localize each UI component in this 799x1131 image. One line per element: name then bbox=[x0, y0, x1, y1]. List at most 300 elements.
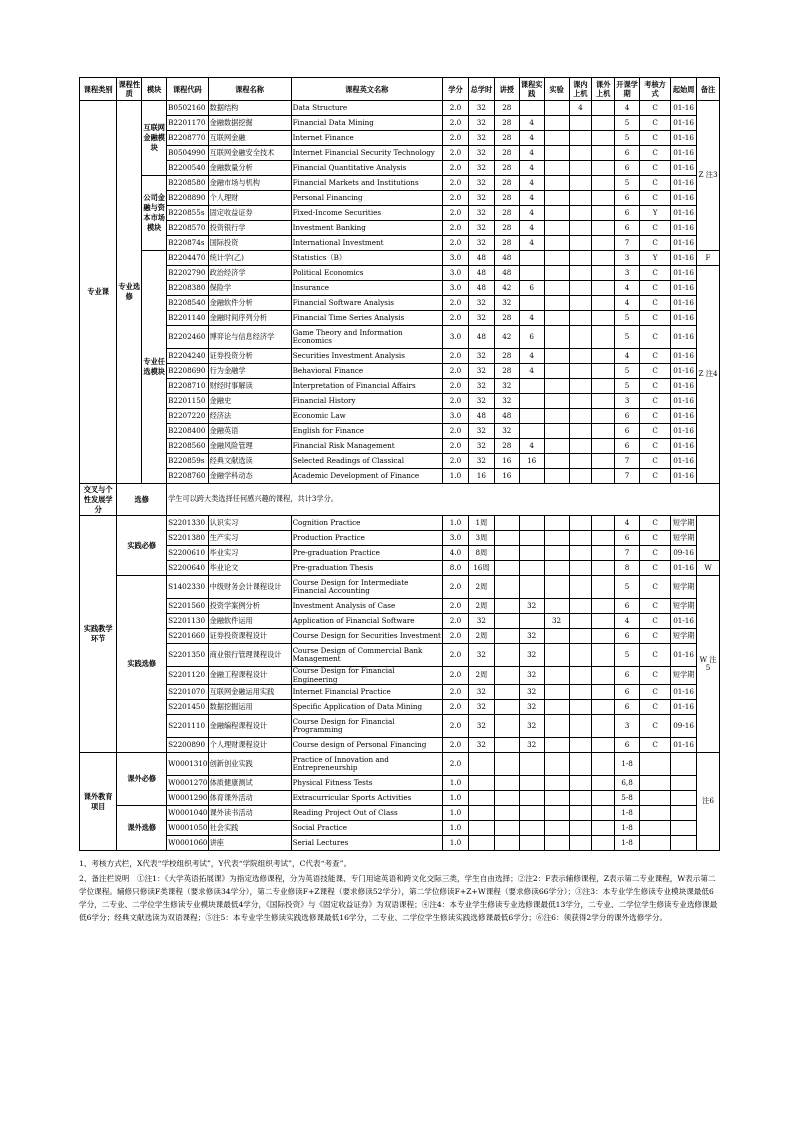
cell-week: 01-16 bbox=[671, 101, 697, 116]
cell-prac bbox=[519, 424, 544, 439]
cell-sem: 5 bbox=[615, 176, 640, 191]
table-row bbox=[80, 176, 720, 191]
cell-exp bbox=[544, 206, 569, 221]
cell-en: Financial Quantitative Analysis bbox=[291, 161, 442, 176]
cell-week: 01-16 bbox=[671, 326, 697, 349]
cell-out bbox=[592, 644, 615, 667]
cell-en: Financial Risk Management bbox=[291, 439, 442, 454]
cell-in bbox=[569, 266, 592, 281]
cell-lect: 28 bbox=[494, 311, 519, 326]
cell-exp bbox=[544, 791, 569, 806]
cell-prac bbox=[519, 531, 544, 546]
cell-name: 统计学(乙) bbox=[208, 251, 291, 266]
cell-code: B2201170 bbox=[167, 116, 208, 131]
group-category-cross: 交叉与个性发展学分 bbox=[80, 484, 117, 516]
cell-code: B220859s bbox=[167, 454, 208, 469]
table-row bbox=[80, 146, 720, 161]
cell-sem: 4 bbox=[615, 101, 640, 116]
cell-credit: 2.0 bbox=[443, 101, 469, 116]
cell-credit: 2.0 bbox=[443, 614, 469, 629]
cell-credit: 2.0 bbox=[443, 131, 469, 146]
cell-prac bbox=[519, 296, 544, 311]
cell-exp bbox=[544, 116, 569, 131]
cell-out bbox=[592, 776, 615, 791]
cell-prac: 32 bbox=[519, 599, 544, 614]
cell-en: Course Design for Securities Investment bbox=[291, 629, 442, 644]
cell-week: 01-16 bbox=[671, 146, 697, 161]
cell-prac: 4 bbox=[519, 221, 544, 236]
table-row bbox=[80, 614, 720, 629]
cell-credit: 2.0 bbox=[443, 206, 469, 221]
cell-week: 01-16 bbox=[671, 176, 697, 191]
cell-exp bbox=[544, 753, 569, 776]
cell-hours: 48 bbox=[468, 326, 494, 349]
cell-out bbox=[592, 379, 615, 394]
cell-hours: 48 bbox=[468, 266, 494, 281]
cell-exp bbox=[544, 221, 569, 236]
cell-sem: 7 bbox=[615, 469, 640, 484]
table-row bbox=[80, 424, 720, 439]
cell-exp bbox=[544, 161, 569, 176]
cell-prac bbox=[519, 101, 544, 116]
cell-exam: C bbox=[640, 644, 671, 667]
cell-name: 毕业论文 bbox=[208, 561, 291, 576]
cell-lect: 32 bbox=[494, 296, 519, 311]
cell-en: Cognition Practice bbox=[291, 516, 442, 531]
cell-lect bbox=[494, 821, 519, 836]
cell-lect: 16 bbox=[494, 454, 519, 469]
cell-lect bbox=[494, 776, 519, 791]
cell-code: B2204240 bbox=[167, 349, 208, 364]
cell-name: 金融工程课程设计 bbox=[208, 667, 291, 685]
cell-prac: 6 bbox=[519, 326, 544, 349]
cell-sem: 7 bbox=[615, 454, 640, 469]
table-row bbox=[80, 281, 720, 296]
cell-week: 01-16 bbox=[671, 191, 697, 206]
cell-in bbox=[569, 131, 592, 146]
cell-sem: 4 bbox=[615, 296, 640, 311]
table-row bbox=[80, 236, 720, 251]
cell-name: 金融软件分析 bbox=[208, 296, 291, 311]
cell-prac: 4 bbox=[519, 116, 544, 131]
cell-hours: 3周 bbox=[468, 531, 494, 546]
cell-exp bbox=[544, 836, 569, 851]
cell-code: B2208710 bbox=[167, 379, 208, 394]
cell-code: S2201660 bbox=[167, 629, 208, 644]
cell-name: 经济法 bbox=[208, 409, 291, 424]
cell-hours: 32 bbox=[468, 424, 494, 439]
cell-en: Data Structure bbox=[291, 101, 442, 116]
cell-sem: 3 bbox=[615, 715, 640, 738]
table-row bbox=[80, 738, 720, 753]
cell-exam: C bbox=[640, 454, 671, 469]
cell-hours bbox=[468, 791, 494, 806]
cell-week: 短学期 bbox=[671, 629, 697, 644]
cell-out bbox=[592, 409, 615, 424]
cell-sem: 4 bbox=[615, 614, 640, 629]
cell-credit: 2.0 bbox=[443, 146, 469, 161]
cell-hours: 48 bbox=[468, 409, 494, 424]
cell-en: Pre-graduation Practice bbox=[291, 546, 442, 561]
cell-sem: 6 bbox=[615, 409, 640, 424]
cell-prac: 4 bbox=[519, 349, 544, 364]
cell-lect: 28 bbox=[494, 439, 519, 454]
cell-code: S2200610 bbox=[167, 546, 208, 561]
cell-week: 01-16 bbox=[671, 394, 697, 409]
cell-name: 金融数据挖掘 bbox=[208, 116, 291, 131]
cell-hours bbox=[468, 776, 494, 791]
cell-hours: 2周 bbox=[468, 629, 494, 644]
cell-out bbox=[592, 753, 615, 776]
cell-exp bbox=[544, 738, 569, 753]
cell-exam: C bbox=[640, 191, 671, 206]
cell-prac bbox=[519, 614, 544, 629]
cell-out bbox=[592, 629, 615, 644]
cell-week: 09-16 bbox=[671, 546, 697, 561]
table-row bbox=[80, 379, 720, 394]
group-category-major: 专业课 bbox=[80, 101, 117, 484]
cell-code: B2202790 bbox=[167, 266, 208, 281]
cell-exp bbox=[544, 266, 569, 281]
cell-hours: 48 bbox=[468, 281, 494, 296]
cell-exp: 32 bbox=[544, 614, 569, 629]
cell-exam: C bbox=[640, 531, 671, 546]
cell-en: Social Practice bbox=[291, 821, 442, 836]
cell-credit: 2.0 bbox=[443, 576, 469, 599]
remark-w: W bbox=[697, 561, 720, 576]
cell-credit: 2.0 bbox=[443, 454, 469, 469]
cell-prac: 4 bbox=[519, 311, 544, 326]
cell-credit: 2.0 bbox=[443, 685, 469, 700]
cell-credit: 2.0 bbox=[443, 667, 469, 685]
cell-week: 01-16 bbox=[671, 266, 697, 281]
remark-6: 注6 bbox=[697, 753, 720, 851]
cell-exp bbox=[544, 644, 569, 667]
table-row bbox=[80, 667, 720, 685]
cell-hours: 48 bbox=[468, 251, 494, 266]
cell-exam bbox=[640, 753, 671, 776]
cell-exam bbox=[640, 791, 671, 806]
cell-exam: C bbox=[640, 715, 671, 738]
cell-prac: 4 bbox=[519, 176, 544, 191]
cell-exp bbox=[544, 131, 569, 146]
cell-out bbox=[592, 614, 615, 629]
curriculum-table bbox=[79, 77, 720, 851]
cell-hours: 2周 bbox=[468, 576, 494, 599]
cell-sem: 1-8 bbox=[615, 836, 640, 851]
cell-en: Course design of Personal Financing bbox=[291, 738, 442, 753]
cell-out bbox=[592, 206, 615, 221]
cell-credit: 2.0 bbox=[443, 161, 469, 176]
cell-lect: 16 bbox=[494, 469, 519, 484]
cell-hours: 32 bbox=[468, 715, 494, 738]
cell-week: 01-16 bbox=[671, 469, 697, 484]
cell-sem: 3 bbox=[615, 394, 640, 409]
cell-sem: 5 bbox=[615, 576, 640, 599]
cell-hours: 32 bbox=[468, 614, 494, 629]
cell-name: 金融史 bbox=[208, 394, 291, 409]
table-row bbox=[80, 131, 720, 146]
cell-hours: 32 bbox=[468, 146, 494, 161]
cell-lect bbox=[494, 644, 519, 667]
cell-exp bbox=[544, 101, 569, 116]
cell-credit: 2.0 bbox=[443, 296, 469, 311]
table-row bbox=[80, 101, 720, 116]
cell-hours: 32 bbox=[468, 101, 494, 116]
table-row bbox=[80, 576, 720, 599]
remark-f: F bbox=[697, 251, 720, 266]
cell-en: Specific Application of Data Mining bbox=[291, 700, 442, 715]
cell-credit: 2.0 bbox=[443, 394, 469, 409]
cell-exp bbox=[544, 236, 569, 251]
cell-exam: C bbox=[640, 101, 671, 116]
module-internet-finance: 互联网金融模块 bbox=[142, 101, 167, 176]
cell-credit: 1.0 bbox=[443, 806, 469, 821]
cell-name: 中级财务会计课程设计 bbox=[208, 576, 291, 599]
cell-exp bbox=[544, 379, 569, 394]
cell-week: 01-16 bbox=[671, 131, 697, 146]
cell-out bbox=[592, 251, 615, 266]
cell-week: 01-16 bbox=[671, 311, 697, 326]
cell-exp bbox=[544, 561, 569, 576]
cell-week bbox=[671, 836, 697, 851]
cell-out bbox=[592, 146, 615, 161]
cell-name: 讲座 bbox=[208, 836, 291, 851]
cell-credit: 2.0 bbox=[443, 221, 469, 236]
table-row bbox=[80, 161, 720, 176]
cell-sem: 3 bbox=[615, 251, 640, 266]
cell-name: 商业银行管理课程设计 bbox=[208, 644, 291, 667]
cell-lect: 48 bbox=[494, 409, 519, 424]
cell-hours: 32 bbox=[468, 131, 494, 146]
table-row bbox=[80, 546, 720, 561]
cell-code: B2208400 bbox=[167, 424, 208, 439]
cell-week: 09-16 bbox=[671, 715, 697, 738]
cell-en: Insurance bbox=[291, 281, 442, 296]
note-remarks: 2、备注栏说明 ①注1：《大学英语拓展课》为指定选修课程，分为英语技能课、专门用途英语和跨文化交际三类，学生自由选择；②注2：F表示辅修课程，Z表示第二专业课程，W表示第二学位课程。辅修只修读F类课程（要求修读34学分），第二专业修读F+Z课程（要求修读52学分），第二学位修读F+Z+W课程（要求修读66学分）；③注3：本专业学生修读专业模块课最低6学分，二专业、二学位学生修读专业模块课最低4学分，《国际投资》与《固定收益证券》为双语课程；④注4：本专业学生修读专业选修课最低13学分，二专业、二学位学生修读专业选修课最低6学分；经典文献选读为双语课程；⑤注5：本专业学生修读实践选修课最低16学分，二专业、二学位学生修读实践选修课最低6学分；⑥注6：须获得2学分的课外选修学分。 bbox=[79, 874, 718, 922]
header-cell: 实验 bbox=[544, 78, 569, 101]
cell-name: 金融英语 bbox=[208, 424, 291, 439]
cell-code: S2201330 bbox=[167, 516, 208, 531]
cell-exam: C bbox=[640, 131, 671, 146]
header-cell: 课程代码 bbox=[167, 78, 208, 101]
cell-code: B2201150 bbox=[167, 394, 208, 409]
cell-credit: 2.0 bbox=[443, 629, 469, 644]
cell-in bbox=[569, 667, 592, 685]
cell-en: Financial Time Series Analysis bbox=[291, 311, 442, 326]
cell-out bbox=[592, 101, 615, 116]
cell-week: 01-16 bbox=[671, 379, 697, 394]
cell-in bbox=[569, 424, 592, 439]
cell-en: Internet Finance bbox=[291, 131, 442, 146]
note-exam-method: 1、考核方式栏，X代表“学校组织考试”，Y代表“学院组织考试”，C代表“考查”。 bbox=[79, 859, 352, 868]
cell-prac bbox=[519, 409, 544, 424]
cell-week: 短学期 bbox=[671, 599, 697, 614]
cell-in bbox=[569, 364, 592, 379]
cell-out bbox=[592, 394, 615, 409]
cell-name: 财经时事解读 bbox=[208, 379, 291, 394]
cell-in bbox=[569, 599, 592, 614]
table-row bbox=[80, 251, 720, 266]
cell-exp bbox=[544, 576, 569, 599]
cell-name: 国际投资 bbox=[208, 236, 291, 251]
cell-exp bbox=[544, 311, 569, 326]
header-cell: 模块 bbox=[142, 78, 167, 101]
cell-exp bbox=[544, 546, 569, 561]
cell-in bbox=[569, 116, 592, 131]
cell-en: Course Design for Intermediate Financial Accounting bbox=[291, 576, 442, 599]
cell-hours: 32 bbox=[468, 176, 494, 191]
cell-en: Economic Law bbox=[291, 409, 442, 424]
cell-lect bbox=[494, 629, 519, 644]
cell-en: Internet Financial Practice bbox=[291, 685, 442, 700]
cell-prac: 32 bbox=[519, 644, 544, 667]
cell-name: 个人理财 bbox=[208, 191, 291, 206]
cell-lect: 28 bbox=[494, 161, 519, 176]
cell-in bbox=[569, 576, 592, 599]
cell-sem: 6,8 bbox=[615, 776, 640, 791]
cell-hours: 32 bbox=[468, 161, 494, 176]
cell-code: S2201070 bbox=[167, 685, 208, 700]
table-row bbox=[80, 753, 720, 776]
table-row bbox=[80, 266, 720, 281]
table-row bbox=[80, 776, 720, 791]
cell-en: English for Finance bbox=[291, 424, 442, 439]
cell-en: Behavioral Finance bbox=[291, 364, 442, 379]
cell-hours: 32 bbox=[468, 700, 494, 715]
cell-en: Physical Fitness Tests bbox=[291, 776, 442, 791]
cell-code: B2202460 bbox=[167, 326, 208, 349]
cell-lect bbox=[494, 753, 519, 776]
cell-en: Securities Investment Analysis bbox=[291, 349, 442, 364]
table-row bbox=[80, 469, 720, 484]
cell-in bbox=[569, 296, 592, 311]
cell-sem: 4 bbox=[615, 281, 640, 296]
cell-exam: C bbox=[640, 561, 671, 576]
cell-credit: 2.0 bbox=[443, 439, 469, 454]
cell-credit: 2.0 bbox=[443, 599, 469, 614]
cell-in bbox=[569, 738, 592, 753]
cell-en: Selected Readings of Classical bbox=[291, 454, 442, 469]
cell-exp bbox=[544, 251, 569, 266]
cell-name: 金融编程课程设计 bbox=[208, 715, 291, 738]
cell-prac: 4 bbox=[519, 236, 544, 251]
group-practice-required: 实践必修 bbox=[117, 516, 167, 576]
cell-in bbox=[569, 221, 592, 236]
table-row bbox=[80, 454, 720, 469]
cell-sem: 6 bbox=[615, 439, 640, 454]
cell-exam: C bbox=[640, 221, 671, 236]
cell-exp bbox=[544, 516, 569, 531]
cell-week: 短学期 bbox=[671, 576, 697, 599]
cell-en: Political Economics bbox=[291, 266, 442, 281]
cell-out bbox=[592, 806, 615, 821]
cell-week: 01-16 bbox=[671, 296, 697, 311]
table-row bbox=[80, 326, 720, 349]
table-header bbox=[80, 78, 720, 101]
cell-lect bbox=[494, 836, 519, 851]
cell-en: Course Design of Commercial Bank Management bbox=[291, 644, 442, 667]
cell-prac: 4 bbox=[519, 206, 544, 221]
cell-prac: 32 bbox=[519, 629, 544, 644]
cell-in bbox=[569, 409, 592, 424]
cell-en: Financial Data Mining bbox=[291, 116, 442, 131]
cell-name: 行为金融学 bbox=[208, 364, 291, 379]
cell-week bbox=[671, 791, 697, 806]
cell-exam: C bbox=[640, 379, 671, 394]
table-row bbox=[80, 409, 720, 424]
cell-sem: 5 bbox=[615, 644, 640, 667]
cell-hours: 32 bbox=[468, 364, 494, 379]
cell-name: 毕业实习 bbox=[208, 546, 291, 561]
cell-exp bbox=[544, 349, 569, 364]
cell-in bbox=[569, 191, 592, 206]
cell-in bbox=[569, 806, 592, 821]
cell-in bbox=[569, 236, 592, 251]
cell-exam: C bbox=[640, 469, 671, 484]
cell-sem: 1-8 bbox=[615, 753, 640, 776]
cell-name: 经典文献选读 bbox=[208, 454, 291, 469]
cell-credit: 2.0 bbox=[443, 644, 469, 667]
cell-exam bbox=[640, 821, 671, 836]
cell-name: 金融风险管理 bbox=[208, 439, 291, 454]
header-cell: 开课学期 bbox=[615, 78, 640, 101]
cell-exam: C bbox=[640, 685, 671, 700]
cell-sem: 4 bbox=[615, 516, 640, 531]
cell-credit: 3.0 bbox=[443, 281, 469, 296]
cell-exam: C bbox=[640, 409, 671, 424]
cell-exp bbox=[544, 700, 569, 715]
remark-empty bbox=[697, 516, 720, 561]
cell-week bbox=[671, 776, 697, 791]
cell-week: 短学期 bbox=[671, 531, 697, 546]
cell-en: Course Design for Financial Engineering bbox=[291, 667, 442, 685]
cell-in bbox=[569, 821, 592, 836]
cell-credit: 2.0 bbox=[443, 311, 469, 326]
cell-exp bbox=[544, 599, 569, 614]
cell-prac: 32 bbox=[519, 700, 544, 715]
cell-in bbox=[569, 791, 592, 806]
cell-prac bbox=[519, 753, 544, 776]
cell-name: 互联网金融安全技术 bbox=[208, 146, 291, 161]
header-cell: 课程性质 bbox=[117, 78, 142, 101]
cell-exam: C bbox=[640, 146, 671, 161]
cell-name: 保险学 bbox=[208, 281, 291, 296]
cell-credit: 1.0 bbox=[443, 836, 469, 851]
cell-hours: 32 bbox=[468, 311, 494, 326]
cell-sem: 6 bbox=[615, 191, 640, 206]
cell-name: 课外读书活动 bbox=[208, 806, 291, 821]
cell-sem: 5 bbox=[615, 131, 640, 146]
cell-en: Interpretation of Financial Affairs bbox=[291, 379, 442, 394]
cell-exam: C bbox=[640, 364, 671, 379]
cell-week: 01-16 bbox=[671, 364, 697, 379]
table-row bbox=[80, 206, 720, 221]
table-row bbox=[80, 821, 720, 836]
cell-in bbox=[569, 454, 592, 469]
cell-out bbox=[592, 424, 615, 439]
cell-en: Financial History bbox=[291, 394, 442, 409]
cell-prac: 4 bbox=[519, 191, 544, 206]
cell-lect: 28 bbox=[494, 221, 519, 236]
cell-exp bbox=[544, 821, 569, 836]
cell-sem: 3 bbox=[615, 266, 640, 281]
cell-exam: C bbox=[640, 326, 671, 349]
cell-exam: C bbox=[640, 667, 671, 685]
cell-in bbox=[569, 629, 592, 644]
cell-name: 固定收益证券 bbox=[208, 206, 291, 221]
cell-out bbox=[592, 667, 615, 685]
